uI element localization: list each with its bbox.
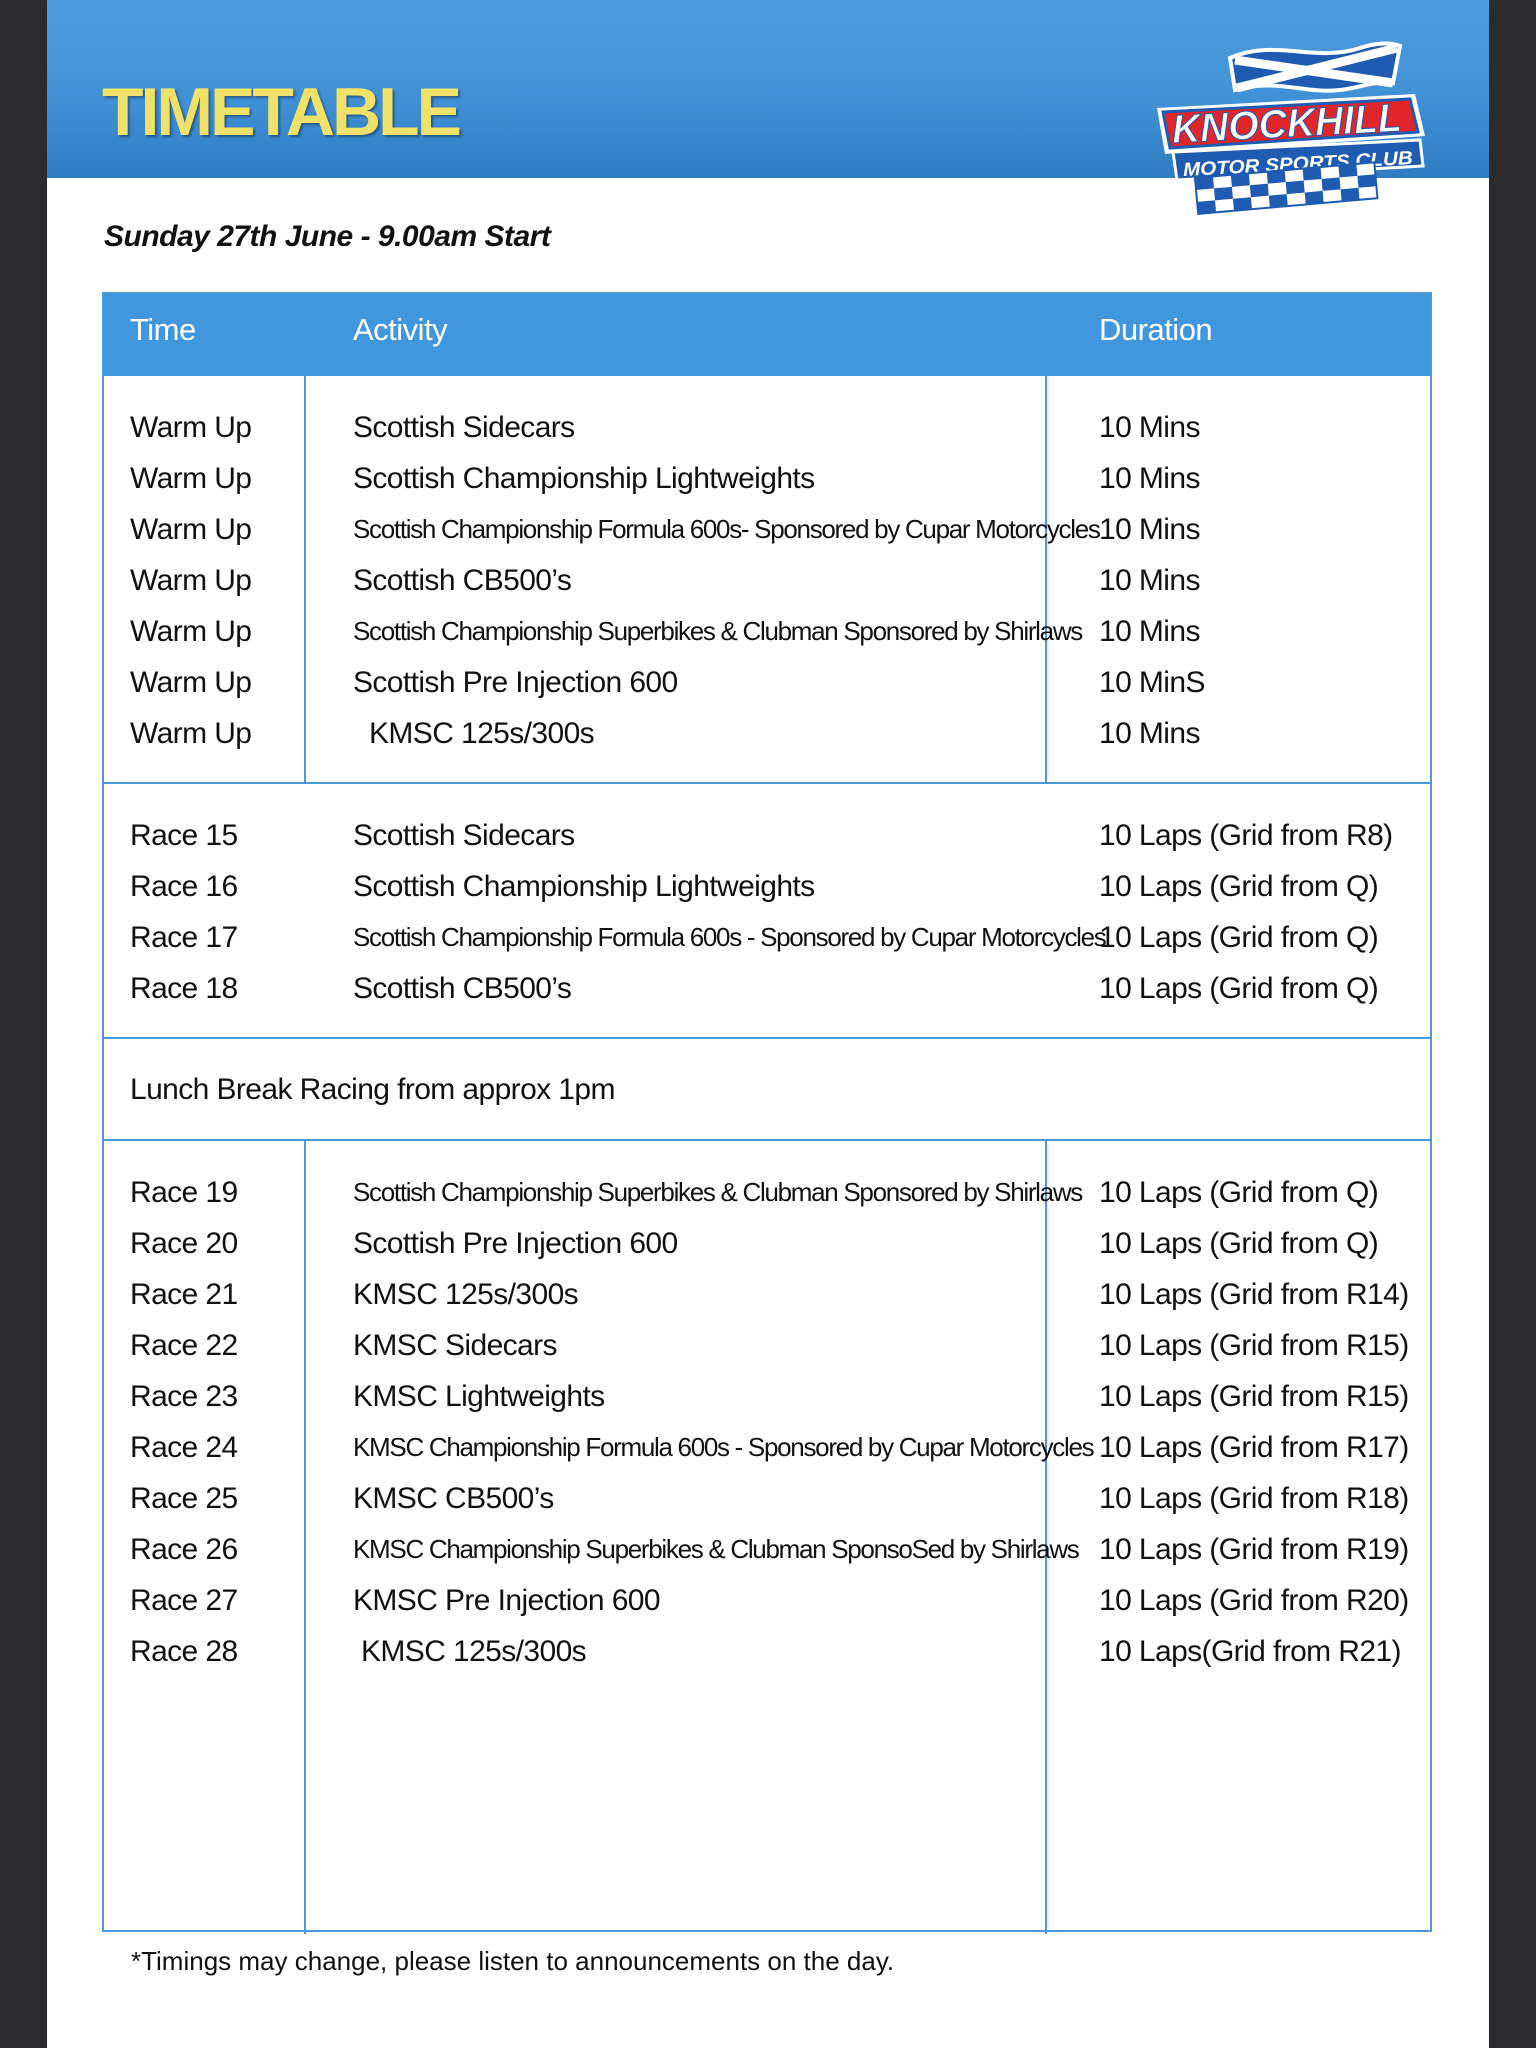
time-cell: Race 26 [130,1533,238,1566]
duration-cell: 10 Laps (Grid from Q) [1099,921,1379,954]
activity-cell: Scottish Championship Lightweights [353,462,815,495]
time-cell: Race 25 [130,1482,238,1515]
table-row [104,402,1430,453]
header-duration: Duration [1099,312,1213,347]
timing-footnote: *Timings may change, please listen to announcements on the day. [131,1946,895,1976]
time-cell: Warm Up [130,564,252,597]
activity-cell: Scottish Championship Superbikes & Clubman Sponsored by Shirlaws [353,1177,1082,1207]
activity-cell: Scottish Pre Injection 600 [353,1227,678,1260]
activity-cell: KMSC Sidecars [353,1329,557,1362]
activity-cell: KMSC 125s/300s [369,717,595,750]
table-row [104,1167,1430,1218]
activity-cell: KMSC 125s/300s [353,1278,579,1311]
time-cell: Race 23 [130,1380,238,1413]
activity-cell: KMSC Lightweights [353,1380,605,1413]
activity-cell: Scottish Sidecars [353,819,575,852]
duration-cell: 10 Laps (Grid from R19) [1099,1533,1409,1566]
time-cell: Warm Up [130,513,252,546]
section-divider [104,1037,1430,1039]
activity-cell: Scottish Pre Injection 600 [353,666,678,699]
time-cell: Warm Up [130,462,252,495]
table-row [104,453,1430,504]
timetable-table [102,292,1432,1932]
logo-sub-text: MOTOR SPORTS CLUB [1182,148,1395,182]
duration-cell: 10 Mins [1099,717,1200,750]
duration-cell: 10 Laps (Grid from Q) [1099,1176,1379,1209]
duration-cell: 10 Laps (Grid from R20) [1099,1584,1409,1617]
table-row [104,963,1430,1014]
duration-cell: 10 Laps (Grid from R15) [1099,1329,1409,1362]
duration-cell: 10 Laps (Grid from R17) [1099,1431,1409,1464]
activity-cell: Scottish CB500’s [353,564,572,597]
duration-cell: 10 Mins [1099,462,1200,495]
time-cell: Warm Up [130,411,252,444]
table-header [104,294,1430,376]
table-row [104,1626,1430,1677]
timetable-page [47,0,1489,2048]
table-row [104,504,1430,555]
table-row [104,1575,1430,1626]
time-cell: Warm Up [130,717,252,750]
duration-cell: 10 Mins [1099,411,1200,444]
time-cell: Race 28 [130,1635,238,1668]
time-cell: Race 22 [130,1329,238,1362]
activity-cell: Scottish Championship Formula 600s - Sponsored by Cupar Motorcycles [353,922,1106,952]
duration-cell: 10 Laps (Grid from R15) [1099,1380,1409,1413]
table-row [104,1371,1430,1422]
logo-name-text: KNOCKHILL [1170,95,1409,152]
duration-cell: 10 Laps (Grid from R8) [1099,819,1393,852]
time-cell: Race 16 [130,870,238,903]
table-row [104,861,1430,912]
duration-cell: 10 Mins [1099,513,1200,546]
time-cell: Warm Up [130,666,252,699]
time-cell: Race 20 [130,1227,238,1260]
time-cell: Race 27 [130,1584,238,1617]
time-cell: Race 19 [130,1176,238,1209]
time-cell: Race 21 [130,1278,238,1311]
table-row [104,1218,1430,1269]
lunch-break-note: Lunch Break Racing from approx 1pm [130,1073,615,1106]
duration-cell: 10 Laps (Grid from R14) [1099,1278,1409,1311]
duration-cell: 10 Mins [1099,615,1200,648]
activity-cell: Scottish CB500’s [353,972,572,1005]
table-row [104,555,1430,606]
time-cell: Race 17 [130,921,238,954]
activity-cell: Scottish Championship Superbikes & Clubman Sponsored by Shirlaws [353,616,1082,646]
duration-cell: 10 Laps (Grid from Q) [1099,972,1379,1005]
activity-cell: Scottish Championship Lightweights [353,870,815,903]
table-row [104,606,1430,657]
event-date-subtitle: Sunday 27th June - 9.00am Start [104,220,551,253]
time-cell: Warm Up [130,615,252,648]
table-row [104,708,1430,759]
time-cell: Race 24 [130,1431,238,1464]
duration-cell: 10 MinS [1099,666,1205,699]
table-row [104,1320,1430,1371]
time-cell: Race 18 [130,972,238,1005]
table-row [104,1524,1430,1575]
header-activity: Activity [353,312,448,347]
duration-cell: 10 Mins [1099,564,1200,597]
table-row [104,657,1430,708]
activity-cell: KMSC Championship Formula 600s - Sponsored by Cupar Motorcycles [353,1432,1094,1462]
table-row [104,810,1430,861]
section-divider [104,1139,1430,1141]
activity-cell: KMSC Championship Superbikes & Clubman SponsoSed by Shirlaws [353,1534,1079,1564]
table-row [104,912,1430,963]
duration-cell: 10 Laps (Grid from Q) [1099,1227,1379,1260]
header-time: Time [130,312,196,347]
knockhill-logo [1135,28,1445,228]
activity-cell: KMSC 125s/300s [361,1635,587,1668]
activity-cell: Scottish Championship Formula 600s- Sponsored by Cupar Motorcycles [353,514,1100,544]
page-title: TIMETABLE [102,74,460,150]
activity-cell: Scottish Sidecars [353,411,575,444]
table-row [104,1422,1430,1473]
table-row [104,1269,1430,1320]
activity-cell: KMSC Pre Injection 600 [353,1584,660,1617]
time-cell: Race 15 [130,819,238,852]
activity-cell: KMSC CB500’s [353,1482,554,1515]
duration-cell: 10 Laps(Grid from R21) [1099,1635,1401,1668]
duration-cell: 10 Laps (Grid from Q) [1099,870,1379,903]
table-row [104,1473,1430,1524]
section-divider [104,782,1430,784]
duration-cell: 10 Laps (Grid from R18) [1099,1482,1409,1515]
